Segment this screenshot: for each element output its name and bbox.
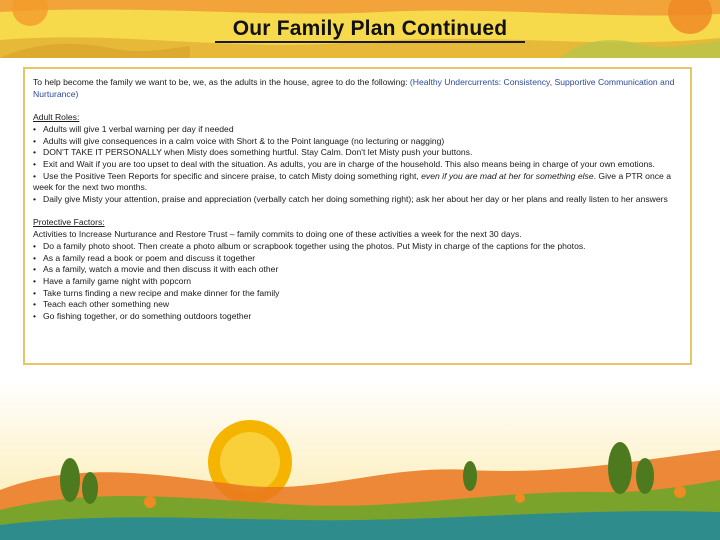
adult-role-item: • Exit and Wait if you are too upset to deal with the situation. As adults, you are in charge of the household. This also means being in charge of your own emotions.	[33, 158, 655, 169]
title-underline	[215, 41, 525, 43]
bullet-icon: •	[33, 135, 37, 146]
bullet-icon: •	[33, 123, 37, 134]
adult-role-item: • Daily give Misty your attention, praise and appreciation (verbally catch her doing something right); ask her about her day or her plans and really listen to her answers	[33, 194, 668, 205]
protective-intro: Activities to Increase Nurturance and Restore Trust – family commits to doing one of these activities a week for the next 30 days.	[33, 229, 522, 240]
bullet-icon: •	[33, 252, 37, 263]
activity-item: • Do a family photo shoot. Then create a photo album or scrapbook together using the photos. Put Misty in charge of the captions for the photos.	[33, 240, 586, 251]
adult-roles-heading: Adult Roles:	[33, 112, 80, 123]
bullet-icon: •	[33, 194, 37, 205]
activity-item: • Take turns finding a new recipe and make dinner for the family	[33, 287, 280, 298]
bullet-icon: •	[33, 311, 37, 322]
adult-role-item: • Adults will give 1 verbal warning per day if needed	[33, 123, 234, 134]
bullet-icon: •	[33, 287, 37, 298]
bullet-icon: •	[33, 158, 37, 169]
protective-factors-heading: Protective Factors:	[33, 217, 105, 228]
activity-item: • As a family read a book or poem and discuss it together	[33, 252, 256, 263]
adult-role-item: • Adults will give consequences in a calm voice with Short & to the Point language (no lecturing or nagging)	[33, 135, 445, 146]
adult-role-item: • DON'T TAKE IT PERSONALLY when Misty does something hurtful. Stay Calm. Don't let Misty push your buttons.	[33, 147, 473, 158]
bullet-icon: •	[33, 264, 37, 275]
content-box	[23, 67, 692, 365]
activity-item: • As a family, watch a movie and then discuss it with each other	[33, 264, 279, 275]
body-text	[33, 77, 689, 323]
bullet-icon: •	[33, 170, 37, 181]
intro-accent: (Healthy Undercurrents: Consistency, Supportive Communication and Nurturance)	[33, 77, 675, 99]
bullet-icon: •	[33, 147, 37, 158]
activity-item: • Go fishing together, or do something outdoors together	[33, 311, 252, 322]
landscape-decoration	[0, 380, 720, 540]
bullet-icon: •	[33, 240, 37, 251]
emphasis-text: even if you are mad at her for something else	[421, 170, 594, 181]
slide-title: Our Family Plan Continued	[232, 17, 508, 40]
intro-text: To help become the family we want to be, we, as the adults in the house, agree to do the following:	[33, 77, 410, 87]
adult-role-item: • Use the Positive Teen Reports for specific and sincere praise, to catch Misty doing something right, even if you are mad at her for something else. Give a PTR once a week for the next two months.	[33, 170, 671, 193]
bullet-icon: •	[33, 299, 37, 310]
activity-item: • Have a family game night with popcorn	[33, 275, 192, 286]
intro-paragraph	[33, 77, 689, 100]
bullet-icon: •	[33, 275, 37, 286]
activity-item: • Teach each other something new	[33, 299, 170, 310]
